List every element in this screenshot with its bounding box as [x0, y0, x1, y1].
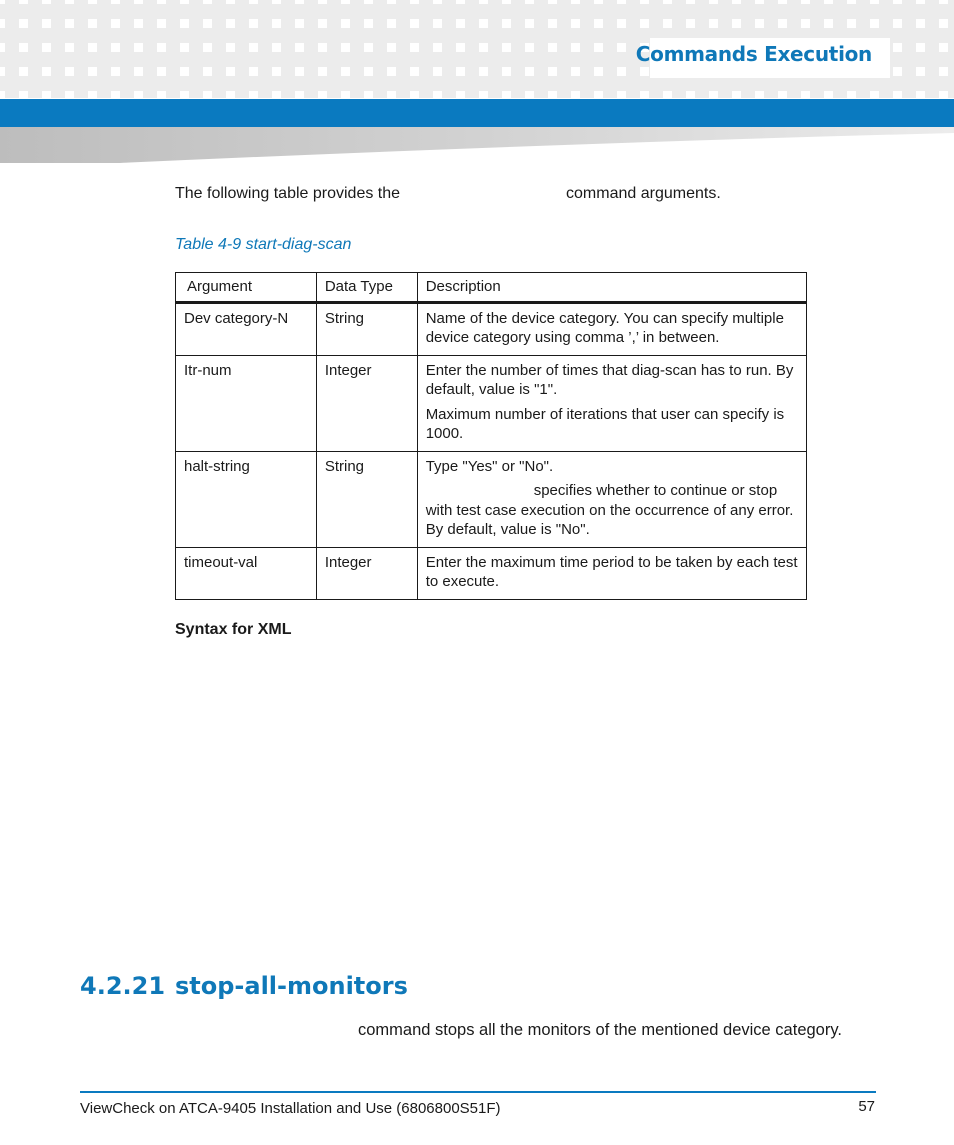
cell-data-type: String — [316, 302, 417, 355]
description-paragraph: Enter the number of times that diag-scan has to run. By default, value is "1". — [425, 361, 794, 398]
arguments-table — [175, 272, 807, 600]
table-caption: Table 4-9 start-diag-scan — [175, 236, 352, 253]
table-row — [176, 547, 807, 599]
description-fragment: specifies whether to continue or stop — [533, 482, 778, 499]
cell-description — [417, 302, 806, 355]
cell-description — [417, 547, 806, 599]
description-paragraph: Enter the maximum time period to be taken by each test to execute. — [425, 553, 798, 590]
section-title: stop-all-monitors — [175, 972, 408, 1000]
column-header-data-type: Data Type — [316, 273, 417, 303]
cell-description — [417, 451, 806, 547]
description-paragraph — [426, 481, 798, 540]
description-paragraph: Name of the device category. You can specify multiple device category using comma ’,’ in between. — [425, 309, 784, 346]
description-fragment: with test case execution on the occurrence of any error. By default, value is "No". — [425, 501, 794, 538]
chapter-title: Commands Execution — [635, 42, 872, 66]
table-header-row — [176, 273, 807, 303]
description-paragraph: Maximum number of iterations that user can specify is 1000. — [425, 405, 785, 442]
header-grey-swoosh — [0, 127, 954, 165]
cell-data-type: String — [316, 451, 417, 547]
table-row — [176, 451, 807, 547]
section-paragraph: command stops all the monitors of the mentioned device category. — [358, 1021, 842, 1039]
column-header-argument: Argument — [176, 273, 317, 303]
cell-description — [417, 355, 806, 451]
footer-document-title: ViewCheck on ATCA-9405 Installation and Use (6806800S51F) — [80, 1100, 501, 1117]
syntax-heading: Syntax for XML — [175, 621, 292, 638]
footer-rule — [80, 1091, 876, 1093]
cell-argument: timeout-val — [176, 547, 317, 599]
intro-text-after: command arguments. — [566, 185, 721, 202]
cell-argument: Dev category-N — [176, 302, 317, 355]
cell-data-type: Integer — [316, 355, 417, 451]
intro-paragraph — [175, 185, 721, 203]
cell-argument: halt-string — [176, 451, 317, 547]
table-row — [176, 302, 807, 355]
section-number: 4.2.21 — [80, 972, 166, 1000]
header-blue-band — [0, 99, 954, 127]
cell-argument: Itr-num — [176, 355, 317, 451]
page-number: 57 — [858, 1098, 875, 1115]
column-header-description: Description — [417, 273, 806, 303]
intro-text-before: The following table provides the — [175, 185, 401, 202]
description-paragraph: Type "Yes" or "No". — [425, 457, 554, 475]
table-row — [176, 355, 807, 451]
section-heading — [80, 972, 408, 1000]
cell-data-type: Integer — [316, 547, 417, 599]
